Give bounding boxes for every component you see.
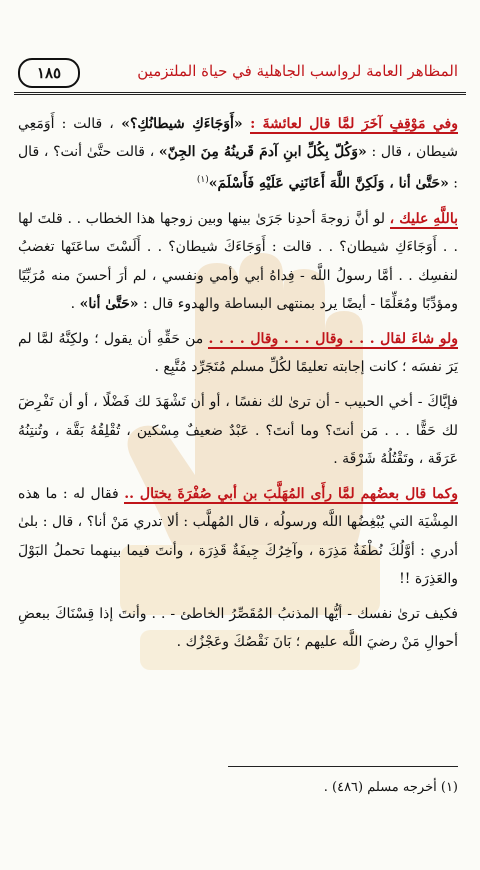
hadith-quote: «وَكُلّ بِكُلِّ ابنِ آدمَ قَرينُهُ مِنَ الجِنّ»	[158, 144, 367, 161]
running-title: المظاهر العامة لرواسب الجاهلية في حياة الملتزمين	[137, 62, 458, 80]
paragraph-1	[18, 110, 458, 198]
paragraph-lead: باللَّهِ عليك ،	[389, 211, 458, 228]
paragraph-4	[18, 388, 458, 473]
paragraph-text: ، قالت حتَّىٰ أنت؟ ، قال :	[18, 144, 458, 193]
header-divider	[14, 92, 466, 95]
hadith-quote: «أَوَجَاءَكِ شيطانُكِ؟»	[113, 116, 251, 132]
paragraph-lead: وكما قال بعضُهم لمَّا رأَى المُهَلَّبَ بن أبي صُفْرَةَ يختال ..	[124, 486, 458, 503]
paragraph-lead: وفي مَوْقِفٍ آخَرَ لمَّا قال لعائشةَ :	[250, 116, 459, 132]
footnote-divider	[228, 766, 458, 767]
paragraph-text: فكيف ترىٰ نفسك - أيُّها المذنبُ المُقَصِّرُ الخاطئ - . . وأنتَ إذا قِسْنَاكَ ببعضِ أحوالِ مَنْ رضيَ اللَّه عليهم ؛ بَانَ نَقْصُكَ وعَجْزُك .	[18, 605, 458, 651]
page-header	[14, 58, 466, 90]
paragraph-text: لو أنَّ زوجةَ أحدِنا جَرَىٰ بينها وبين زوجها هذا الخطاب . . قلتَ لها . . أَوَجَاءَكِ شيطان؟ . . قالت : أَوَجَاءَكَ شيطان؟ . . أَلَسْتَ ساعَتَها تغضبُ لنفسِك . . أمَّا رسولُ اللَّه - فِداهُ أبي وأمي ونفسي ، لم أرَ أحسنَ منه مُرَبِّيًا ومؤدِّبًا ومُعَلِّمًا - أيضًا يرد بمنتهى البساطة والهدوء قال :	[18, 211, 458, 312]
hadith-quote: «حَتَّىٰ أنا»	[79, 295, 139, 312]
paragraph-text: فإيَّاكَ - أخي الحبيب - أن ترىٰ لك نفسًا ، أو أن تَشْهَدَ لك فَضْلًا ، أو أن تَفْرِضَ لك حَقًّا . . . مَن أنتَ؟ وما أنتَ؟ . عَبْدٌ ضعيفٌ مِسْكين ، تُقْلِقُهُ بَقَّة ، وتُنتِنُهُ عَرَقَة ، وتَقْتُلُهُ شَرْقَة .	[18, 394, 458, 467]
paragraph-text: فقال له : ما هذه المِشْيَة التي يُبْغِضُها اللَّه ورسولُه ، قال المُهلَّب : ألا تدري مَنْ أنا؟ ، قال : بلىٰ أدري : أوَّلُكَ نُطْفَةٌ مَذِرَة ، وآخِرُكَ جِيفَةٌ قَذِرَة ، وأنتَ فيما بينهما تحملُ البَوْلَ والعَذِرَة !!	[18, 486, 458, 587]
hadith-quote: «حَتَّىٰ أنا ، وَلَكِنَّ اللَّهَ أَعَانَنِي عَلَيْهِ فَأَسْلَمَ»	[208, 176, 449, 193]
body-text	[18, 110, 458, 663]
footnote-marker: (١)	[196, 175, 209, 186]
paragraph-lead: ولو شاءَ لقال . . . وقال . . . وقال . . . .	[208, 331, 458, 348]
paragraph-text: من حَقِّهِ أن يقول ؛ ولكِنَّهُ لمَّا لم يَرَ نفسَه ؛ كانت إجابته تعليمًا لكُلِّ مسلم مُتَجَرِّد مُتَّبِع .	[18, 331, 458, 376]
paragraph-text: ، قالت : أَوَمَعِي شيطان ، قال :	[18, 116, 458, 161]
paragraph-3	[18, 325, 458, 381]
footnote: (١) أخرجه مسلم (٤٨٦) .	[323, 780, 458, 795]
paragraph-6	[18, 600, 458, 656]
paragraph-5	[18, 480, 458, 593]
page-number: ١٨٥	[18, 58, 80, 88]
paragraph-2	[18, 205, 458, 318]
paragraph-text: .	[70, 295, 80, 312]
